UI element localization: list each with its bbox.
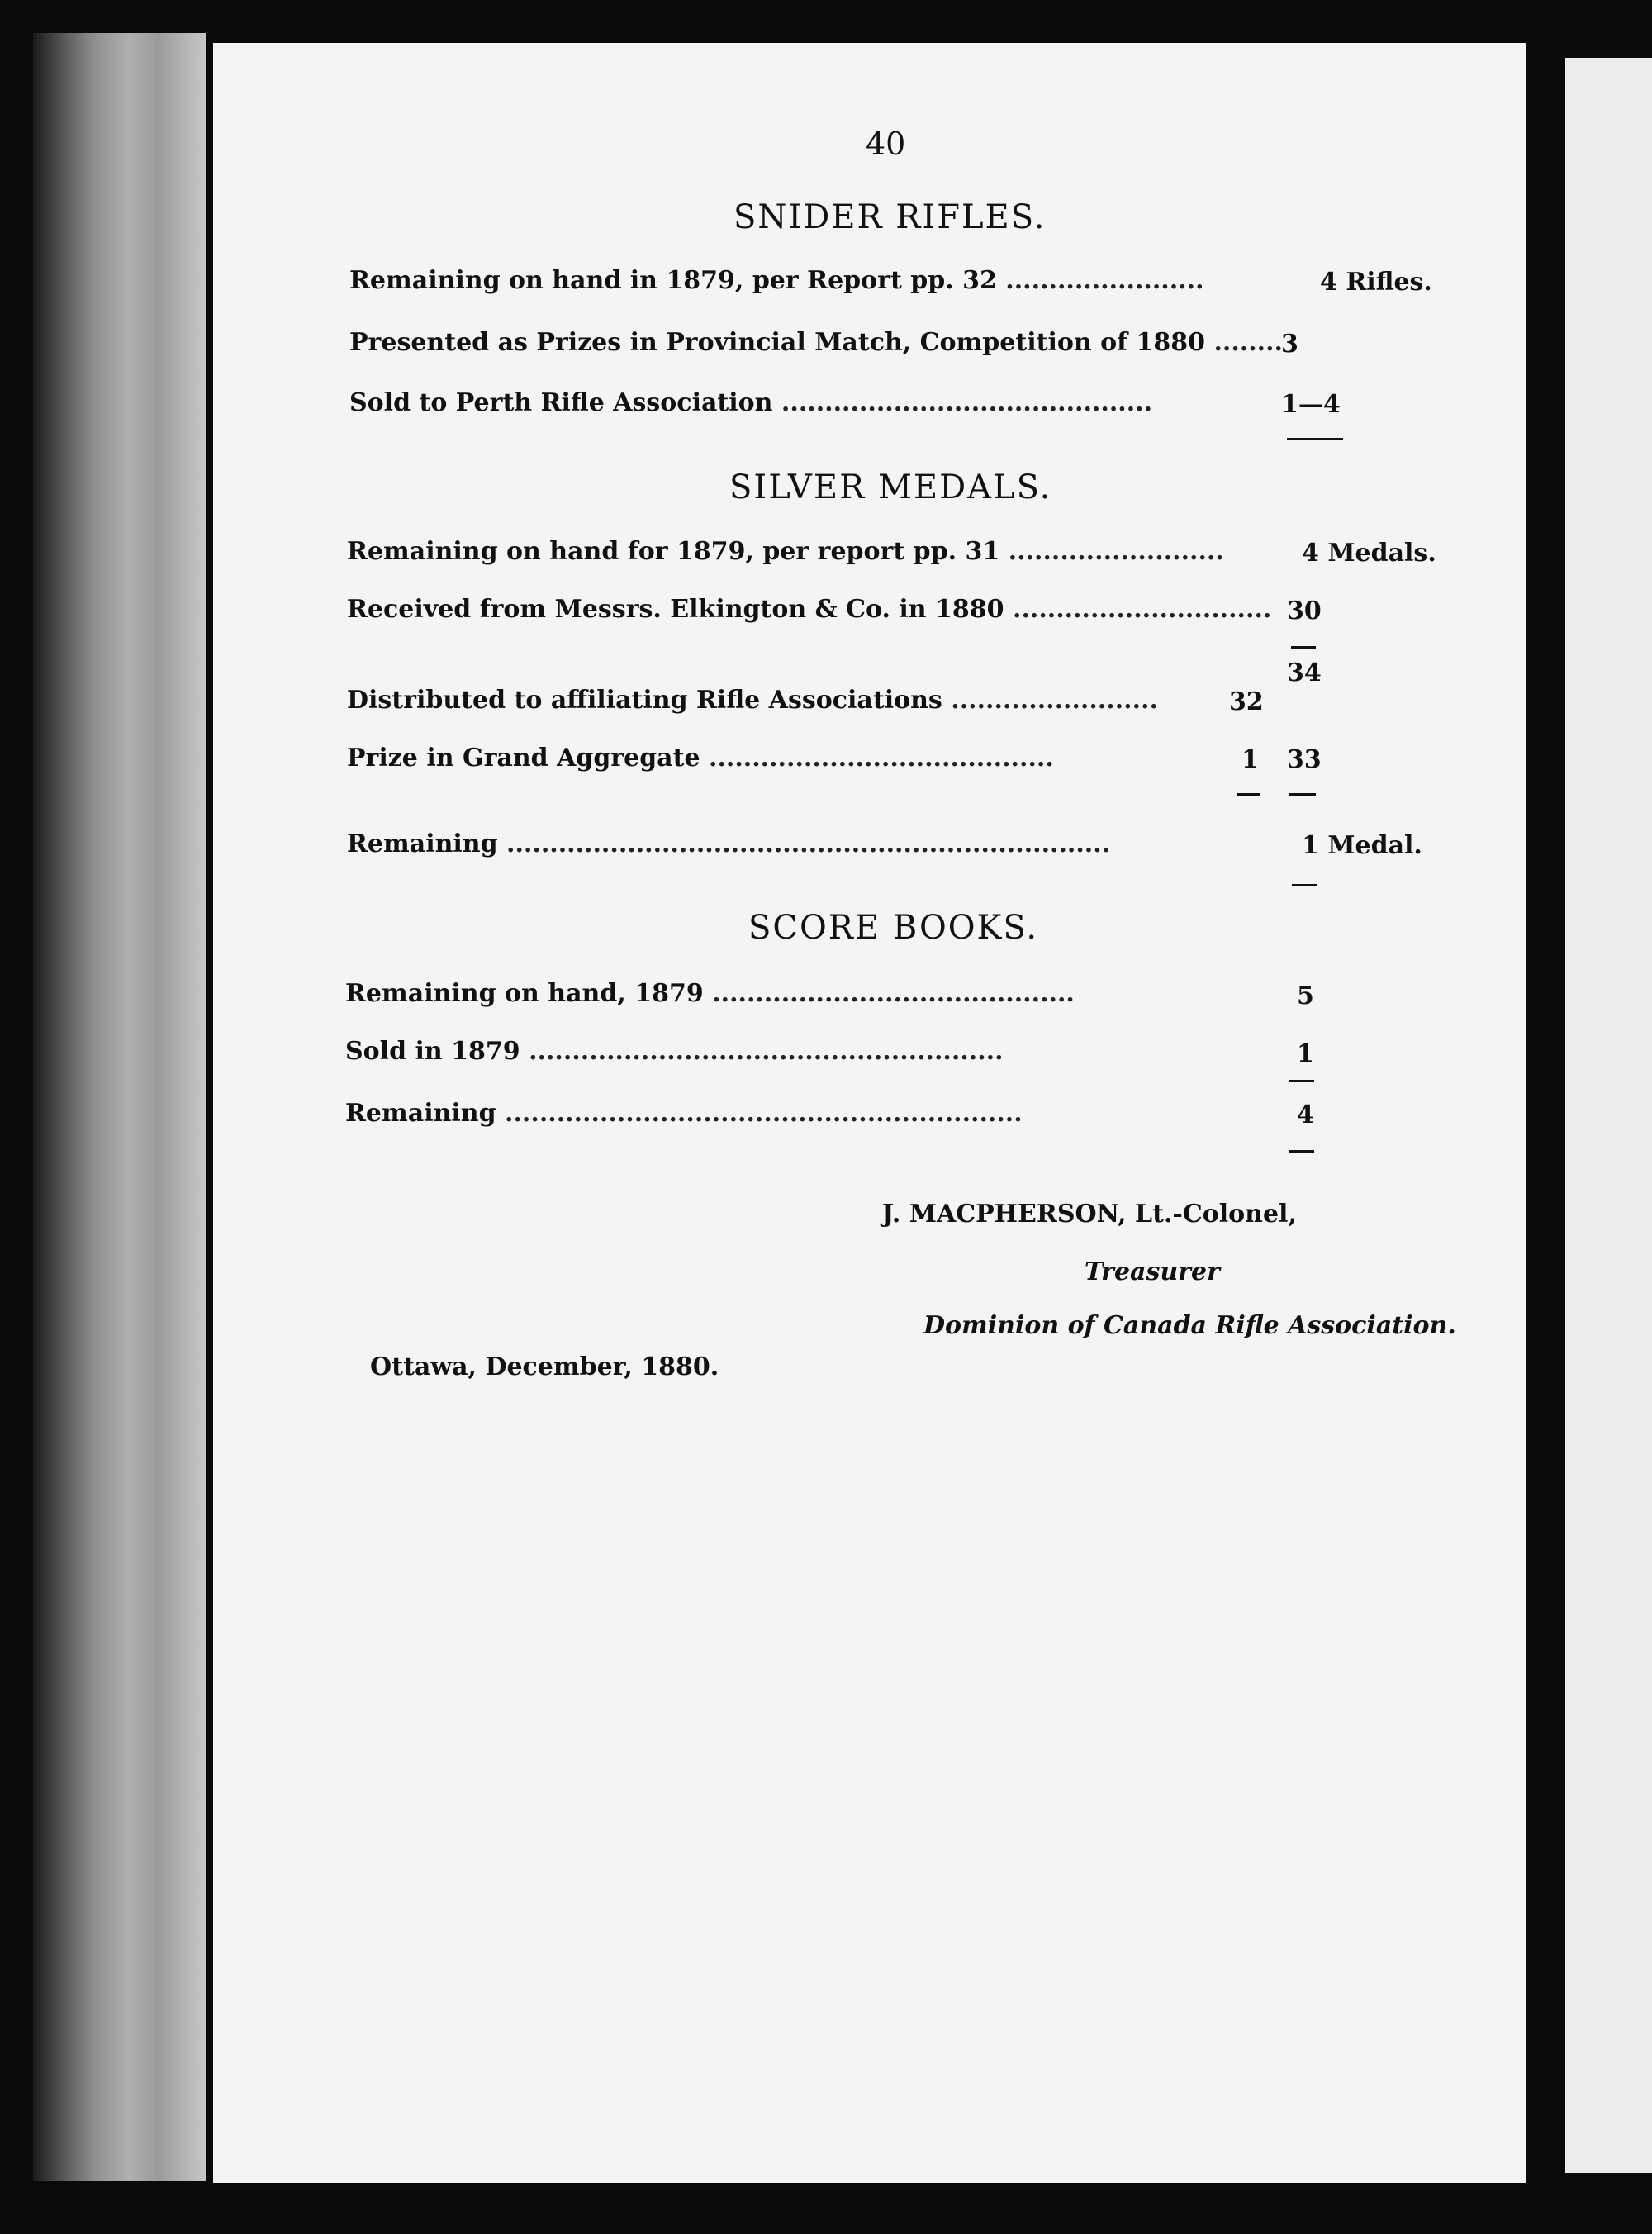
ledger-line-value: 5 <box>1297 982 1314 1010</box>
ledger-line-value: 3 <box>1281 330 1298 359</box>
section-heading-score-books: SCORE BOOKS. <box>748 909 1039 947</box>
subtotal-rule <box>1237 793 1260 796</box>
ledger-line-value: 32 <box>1229 687 1264 716</box>
ledger-line-text: Sold to Perth Rifle Association ........................................... <box>349 388 1153 417</box>
book-spine <box>33 33 206 2181</box>
total-rule <box>1287 438 1343 440</box>
subtotal-rule <box>1289 1080 1314 1082</box>
ledger-line-text: Remaining on hand for 1879, per report pp. 31 ......................... <box>347 537 1224 566</box>
ledger-line-text: Remaining on hand, 1879 .......................................... <box>345 979 1075 1008</box>
signature-title: Treasurer <box>1085 1257 1220 1286</box>
document-page <box>213 43 1526 2183</box>
ledger-line-value: 1 <box>1241 745 1259 774</box>
section-heading-snider-rifles: SNIDER RIFLES. <box>733 198 1047 236</box>
ledger-line-text: Remaining ............................................................ <box>345 1099 1023 1128</box>
ledger-line-value: 33 <box>1287 745 1322 774</box>
ledger-line-value: 4 Rifles. <box>1320 268 1432 297</box>
place-date: Ottawa, December, 1880. <box>370 1352 719 1381</box>
ledger-line-text: Received from Messrs. Elkington & Co. in 1880 .............................. <box>347 595 1272 624</box>
total-rule <box>1292 884 1317 886</box>
ledger-line-text: Prize in Grand Aggregate ........................................ <box>347 744 1054 772</box>
ledger-line-text: Remaining ...................................................................... <box>347 829 1111 858</box>
ledger-line-text: Presented as Prizes in Provincial Match, Competition of 1880 ........ <box>349 328 1283 357</box>
ledger-line-value: 4 <box>1297 1100 1314 1129</box>
facing-page-edge <box>1565 58 1652 2173</box>
ledger-line-value: 1 <box>1297 1039 1314 1068</box>
subtotal-rule <box>1289 793 1316 796</box>
ledger-line-value: 1 Medal. <box>1302 831 1422 860</box>
section-heading-silver-medals: SILVER MEDALS. <box>729 468 1052 506</box>
total-rule <box>1289 1150 1314 1153</box>
signature-organization: Dominion of Canada Rifle Association. <box>923 1311 1456 1340</box>
ledger-subtotal: 34 <box>1287 658 1322 687</box>
ledger-line-value: 4 Medals. <box>1302 539 1436 568</box>
ledger-line-text: Distributed to affiliating Rifle Associations ........................ <box>347 686 1158 715</box>
page-number: 40 <box>866 126 906 162</box>
ledger-line-text: Remaining on hand in 1879, per Report pp. 32 ....................... <box>349 266 1204 295</box>
subtotal-rule <box>1291 646 1316 649</box>
ledger-line-text: Sold in 1879 ....................................................... <box>345 1037 1004 1066</box>
ledger-line-value: 30 <box>1287 597 1322 625</box>
ledger-line-value: 1—4 <box>1281 390 1341 419</box>
signature-name: J. MACPHERSON, Lt.-Colonel, <box>882 1200 1297 1229</box>
